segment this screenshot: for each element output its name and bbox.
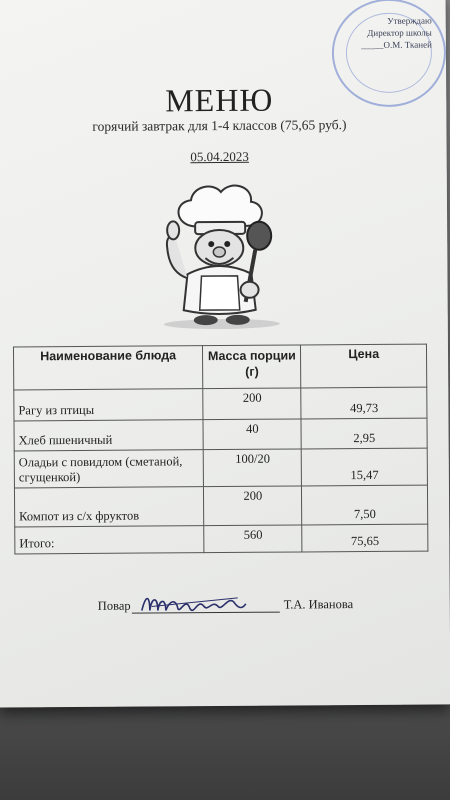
total-mass: 560 xyxy=(204,525,302,553)
total-price: 75,65 xyxy=(302,524,428,552)
dish-price: 49,73 xyxy=(301,387,427,419)
handwritten-signature xyxy=(138,588,248,619)
table-row xyxy=(14,485,427,527)
table-header-row xyxy=(13,344,426,390)
cook-name: Т.А. Иванова xyxy=(283,597,354,612)
dish-price: 2,95 xyxy=(301,418,427,449)
dish-name: Компот из с/х фруктов xyxy=(14,487,204,527)
header-dish-name: Наименование блюда xyxy=(13,346,203,390)
dish-price: 15,47 xyxy=(302,448,428,486)
approval-line: _____О.М. Тканей xyxy=(360,39,432,51)
approval-line: Утверждаю xyxy=(387,15,432,26)
approval-block xyxy=(346,15,432,52)
header-portion-mass: Масса порции (г) xyxy=(203,345,302,389)
table-row xyxy=(14,448,427,488)
dish-name: Хлеб пшеничный xyxy=(14,420,203,451)
dish-name: Рагу из птицы xyxy=(14,389,203,421)
dish-price: 7,50 xyxy=(302,485,428,525)
header-price: Цена xyxy=(301,344,427,388)
dish-name: Оладьи с повидлом (сметаной, сгущенкой) xyxy=(14,450,203,488)
menu-subtitle: горячий завтрак для 1-4 классов (75,65 руб.) xyxy=(92,117,347,134)
table-row xyxy=(14,418,427,451)
cook-signature-row xyxy=(97,596,438,613)
page-title: МЕНЮ xyxy=(165,81,274,119)
dish-mass: 200 xyxy=(203,388,301,420)
table-total-row xyxy=(15,524,428,554)
menu-table xyxy=(13,344,428,555)
dish-mass: 200 xyxy=(204,486,302,526)
dish-mass: 40 xyxy=(203,419,301,450)
approval-line: Директор школы xyxy=(367,27,432,38)
chef-illustration xyxy=(155,178,286,331)
table-row xyxy=(14,387,427,421)
dish-mass: 100/20 xyxy=(203,449,301,487)
cook-label: Повар xyxy=(97,598,131,613)
total-label: Итого: xyxy=(15,526,204,554)
menu-date: 05.04.2023 xyxy=(190,148,249,165)
